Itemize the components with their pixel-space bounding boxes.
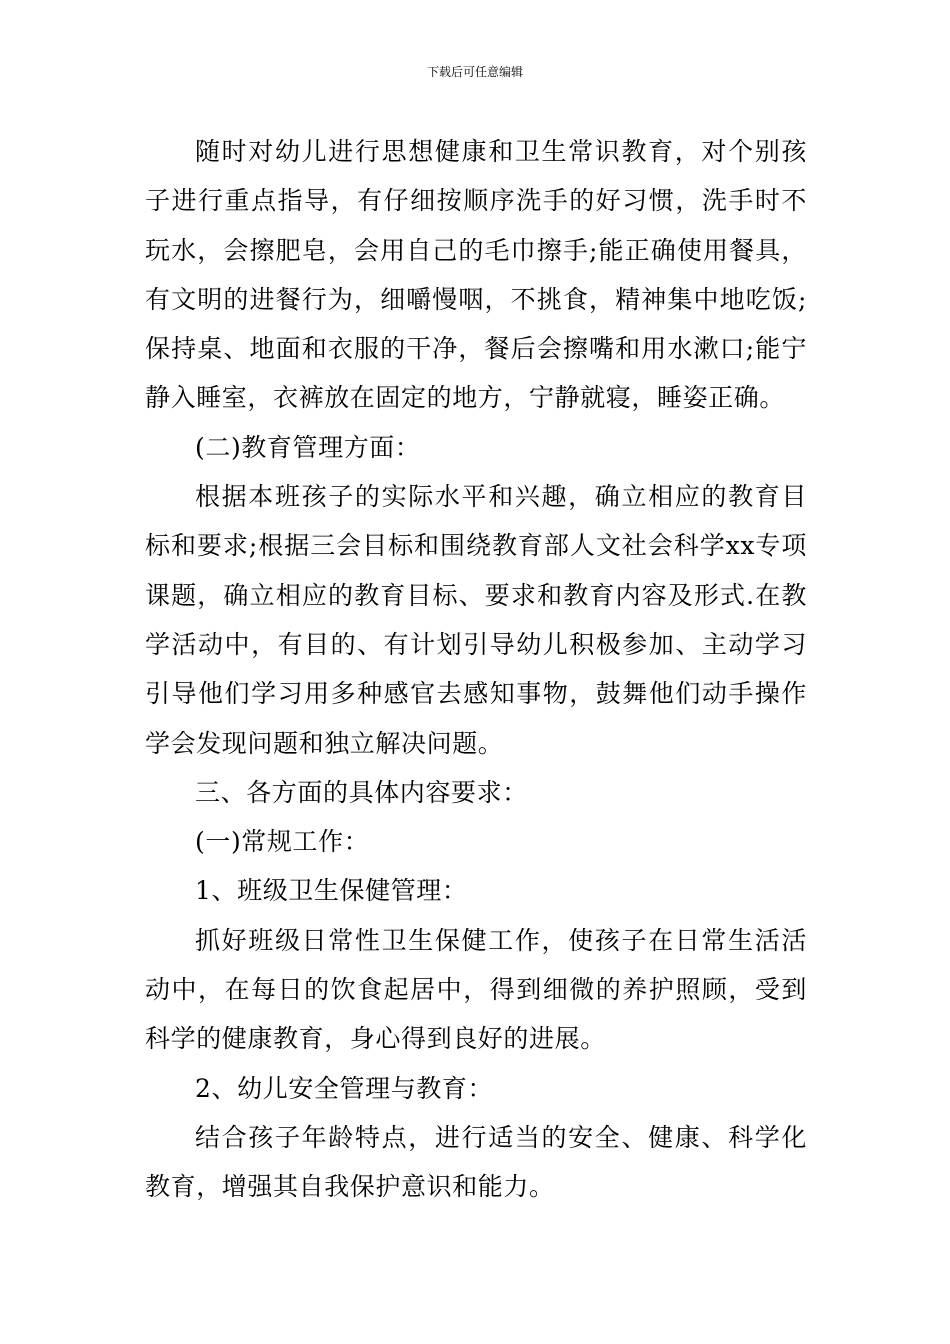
heading-routine-work: (一)常规工作：: [195, 827, 370, 857]
page-header: 下载后可任意编辑: [426, 65, 523, 79]
paragraph-safety-education: 结合孩子年龄特点，进行适当的安全、健康、科学化教育，增强其自我保护意识和能力。: [145, 1122, 807, 1202]
heading-safety-management: 2、幼儿安全管理与教育：: [195, 1073, 494, 1103]
heading-education-management: (二)教育管理方面：: [195, 432, 421, 462]
paragraph-hygiene-education: 随时对幼儿进行思想健康和卫生常识教育，对个别孩子进行重点指导，有仔细按顺序洗手的好习惯，洗手时不玩水，会擦肥皂，会用自己的毛巾擦手;能正确使用餐具，有文明的进餐行为，细嚼慢咽，不挑食，精神集中地吃饭;保持桌、地面和衣服的干净，餐后会擦嘴和用水漱口;能宁静入睡室，衣裤放在固定的地方，宁静就寝，睡姿正确。: [145, 137, 807, 413]
paragraph-education-goals: 根据本班孩子的实际水平和兴趣，确立相应的教育目标和要求;根据三会目标和围绕教育部人文社会科学xx专项课题，确立相应的教育目标、要求和教育内容及形式.在教学活动中，有目的、有计划引导幼儿积极参加、主动学习引导他们学习用多种感官去感知事物，鼓舞他们动手操作学会发现问题和独立解决问题。: [145, 482, 807, 758]
heading-specific-requirements: 三、各方面的具体内容要求：: [195, 777, 528, 807]
heading-class-health-management: 1、班级卫生保健管理：: [195, 876, 468, 906]
paragraph-health-care-work: 抓好班级日常性卫生保健工作，使孩子在日常生活活动中，在每日的饮食起居中，得到细微的养护照顾，受到科学的健康教育，身心得到良好的进展。: [145, 925, 807, 1054]
document-body: [145, 127, 807, 1212]
